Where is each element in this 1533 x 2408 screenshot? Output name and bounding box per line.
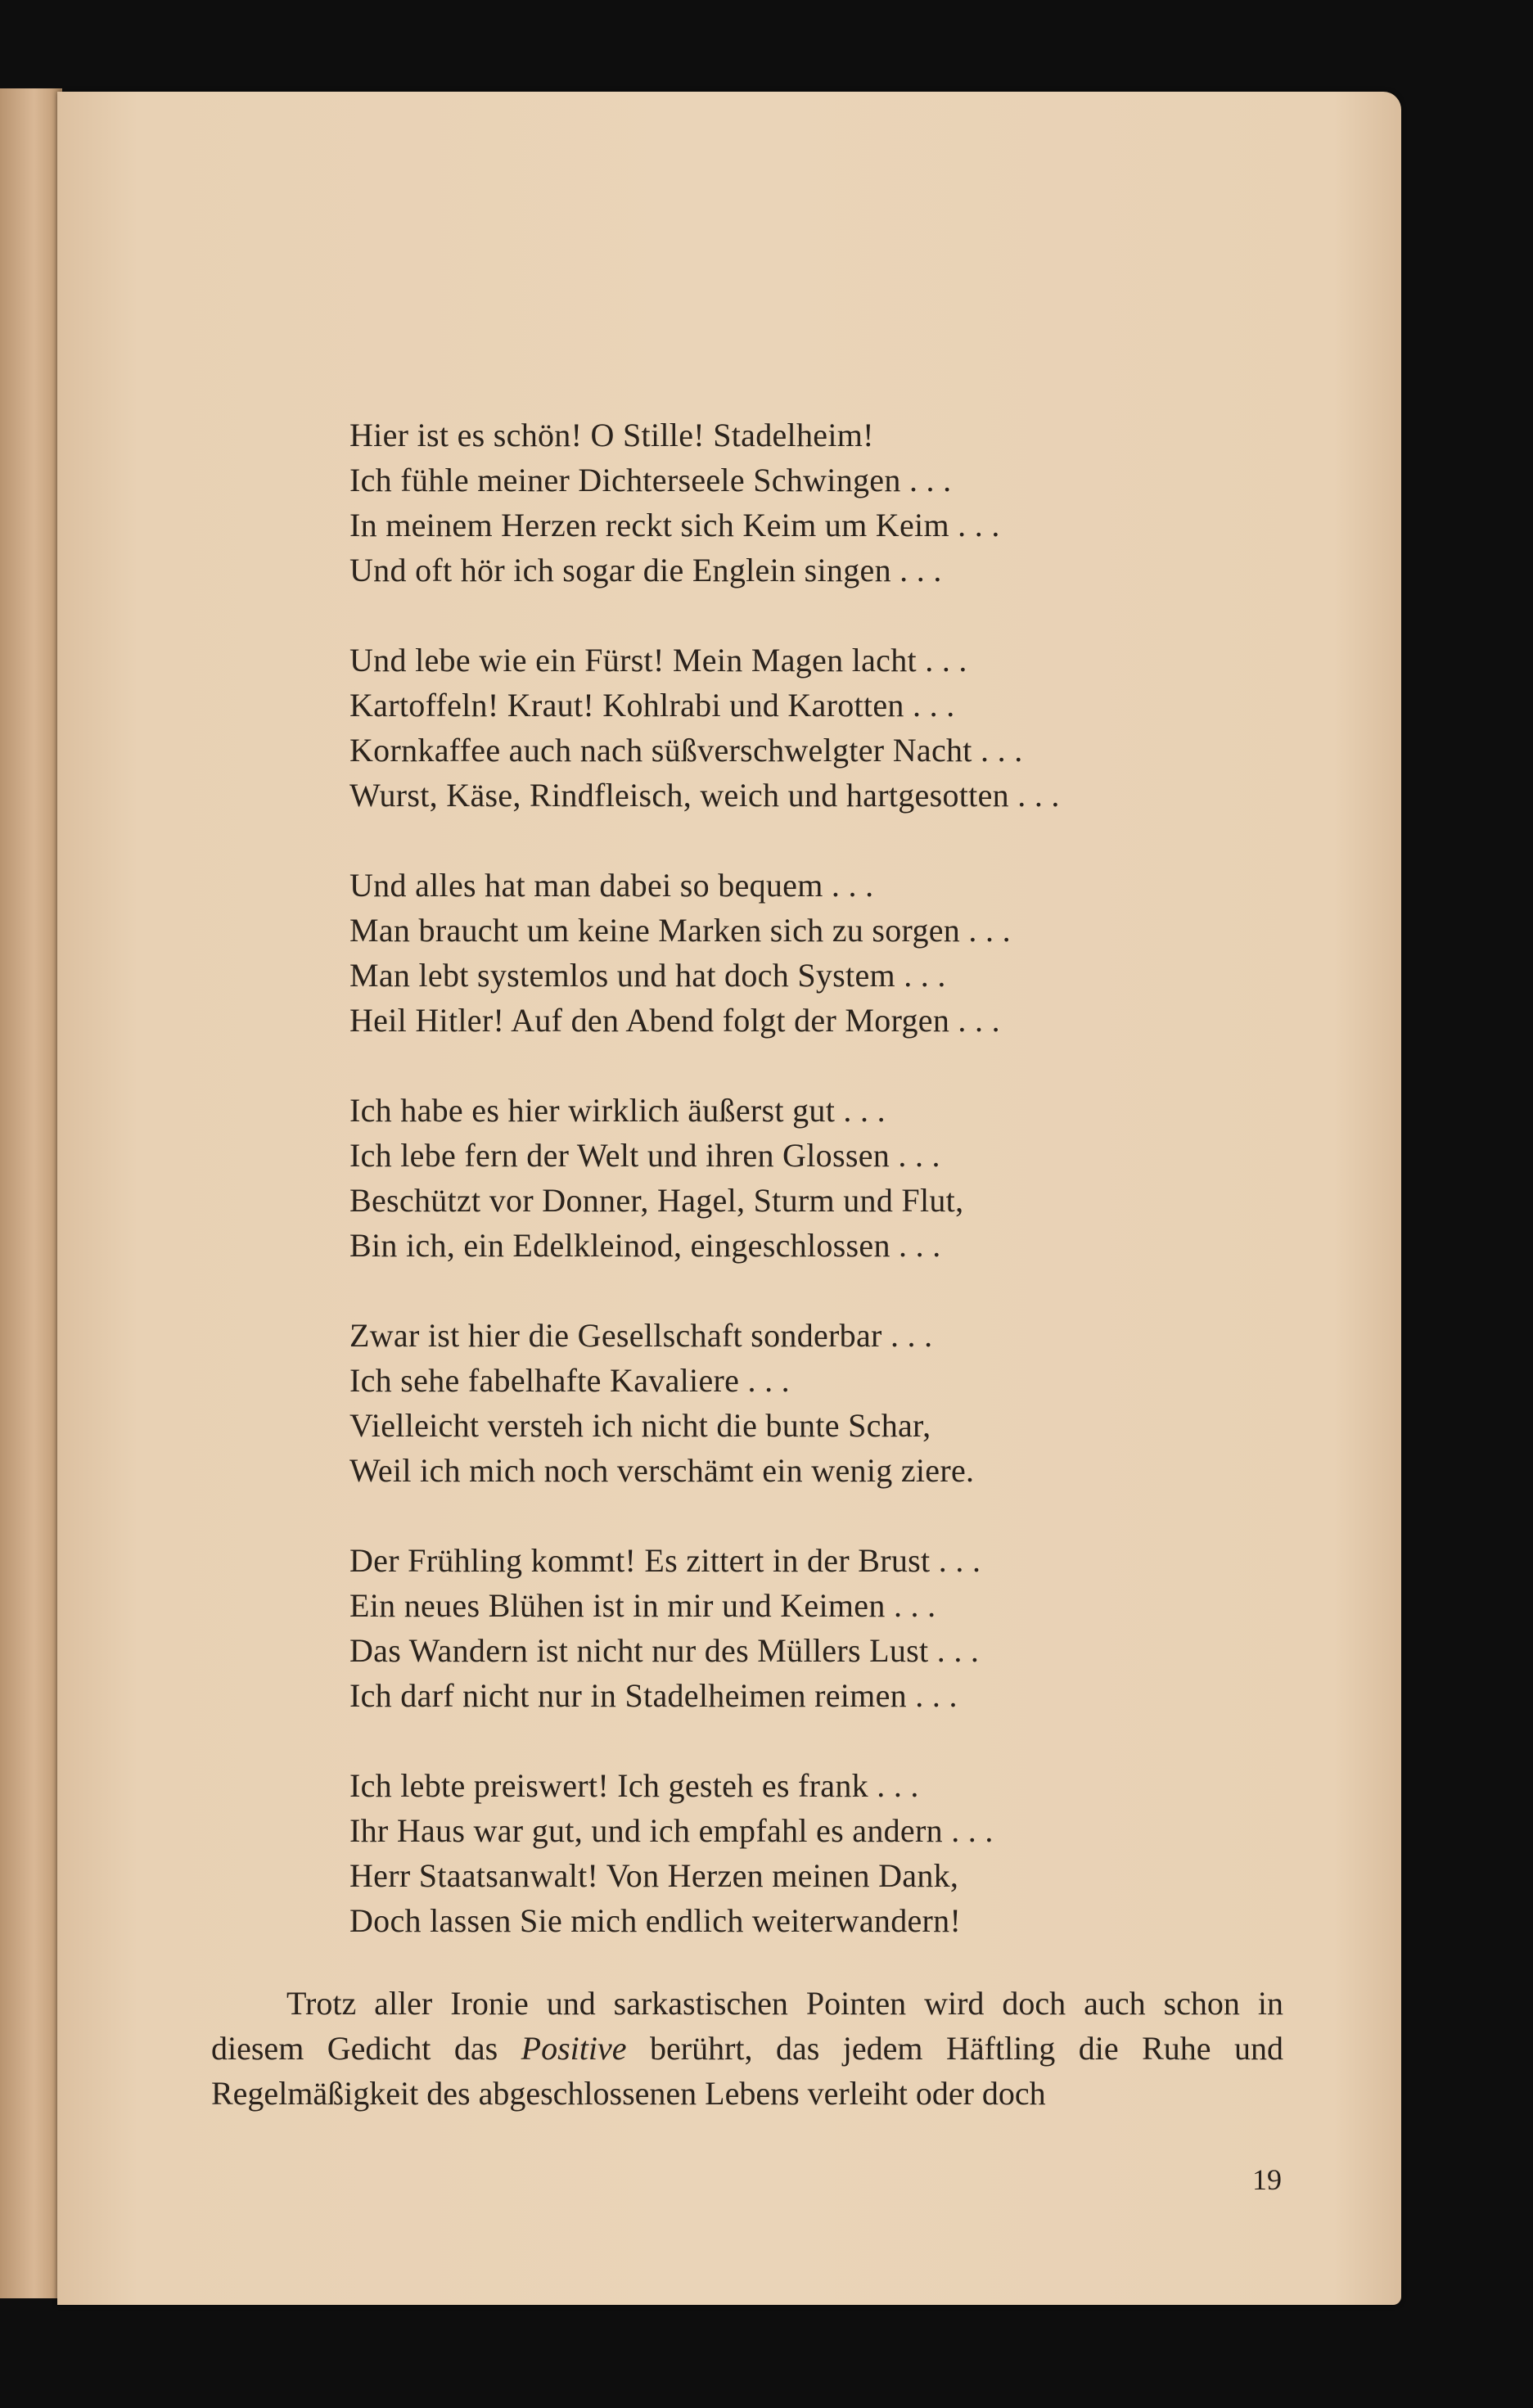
poem-line: Das Wandern ist nicht nur des Müllers Lust . . .: [349, 1632, 980, 1669]
prose-paragraph: [211, 1981, 1283, 2116]
poem-line: Beschützt vor Donner, Hagel, Sturm und Flut,: [349, 1182, 964, 1219]
poem-line: Wurst, Käse, Rindfleisch, weich und hartgesotten . . .: [349, 777, 1060, 814]
stanza-1: [349, 413, 1283, 593]
left-page-edge: [0, 88, 62, 2298]
poem-line: Man braucht um keine Marken sich zu sorgen . . .: [349, 912, 1011, 949]
poem-line: Zwar ist hier die Gesellschaft sonderbar . . .: [349, 1317, 933, 1354]
page-number: 19: [1252, 2163, 1282, 2196]
poem-line: Herr Staatsanwalt! Von Herzen meinen Dank,: [349, 1857, 959, 1894]
poem-line: Heil Hitler! Auf den Abend folgt der Morgen . . .: [349, 1002, 1000, 1039]
poem-line: Und oft hör ich sogar die Englein singen . . .: [349, 552, 942, 588]
poem-line: Der Frühling kommt! Es zittert in der Brust . . .: [349, 1542, 981, 1579]
poem-line: Und alles hat man dabei so bequem . . .: [349, 867, 874, 904]
poem: [349, 413, 1283, 1988]
prose-emphasis: Positive: [521, 2030, 627, 2067]
poem-line: Weil ich mich noch verschämt ein wenig ziere.: [349, 1452, 975, 1489]
prose-text-before: Trotz aller Ironie und sarkastischen Pointen wird doch auch schon in diesem Gedicht das: [211, 1985, 1283, 2067]
stanza-5: [349, 1313, 1283, 1493]
stanza-3: [349, 863, 1283, 1043]
stanza-7: [349, 1763, 1283, 1943]
poem-line: Hier ist es schön! O Stille! Stadelheim!: [349, 417, 874, 453]
poem-line: Und lebe wie ein Fürst! Mein Magen lacht . . .: [349, 642, 967, 679]
poem-line: Vielleicht versteh ich nicht die bunte Schar,: [349, 1407, 931, 1444]
poem-line: Doch lassen Sie mich endlich weiterwandern!: [349, 1902, 962, 1939]
poem-line: Ich lebte preiswert! Ich gesteh es frank . . .: [349, 1767, 919, 1804]
book-page: [57, 92, 1401, 2305]
stanza-2: [349, 638, 1283, 818]
prose-text-after: berührt, das jedem Häftling die Ruhe und Regelmäßigkeit des abgeschlossenen Lebens verleiht oder doch: [211, 2030, 1283, 2112]
poem-line: Ich habe es hier wirklich äußerst gut . . .: [349, 1092, 886, 1129]
poem-line: Ein neues Blühen ist in mir und Keimen . . .: [349, 1587, 936, 1624]
poem-line: Bin ich, ein Edelkleinod, eingeschlossen . . .: [349, 1227, 941, 1264]
poem-line: Kornkaffee auch nach süßverschwelgter Nacht . . .: [349, 732, 1023, 769]
poem-line: In meinem Herzen reckt sich Keim um Keim . . .: [349, 507, 1000, 543]
prose-text: [211, 1981, 1283, 2116]
poem-line: Ich sehe fabelhafte Kavaliere . . .: [349, 1362, 790, 1399]
poem-line: Ich fühle meiner Dichterseele Schwingen . . .: [349, 462, 952, 498]
stanza-4: [349, 1088, 1283, 1268]
poem-line: Man lebt systemlos und hat doch System . . .: [349, 957, 946, 994]
poem-line: Ich lebe fern der Welt und ihren Glossen . . .: [349, 1137, 940, 1174]
poem-line: Ihr Haus war gut, und ich empfahl es andern . . .: [349, 1812, 994, 1849]
poem-line: Kartoffeln! Kraut! Kohlrabi und Karotten . . .: [349, 687, 955, 724]
stanza-6: [349, 1538, 1283, 1718]
poem-line: Ich darf nicht nur in Stadelheimen reimen . . .: [349, 1677, 958, 1714]
